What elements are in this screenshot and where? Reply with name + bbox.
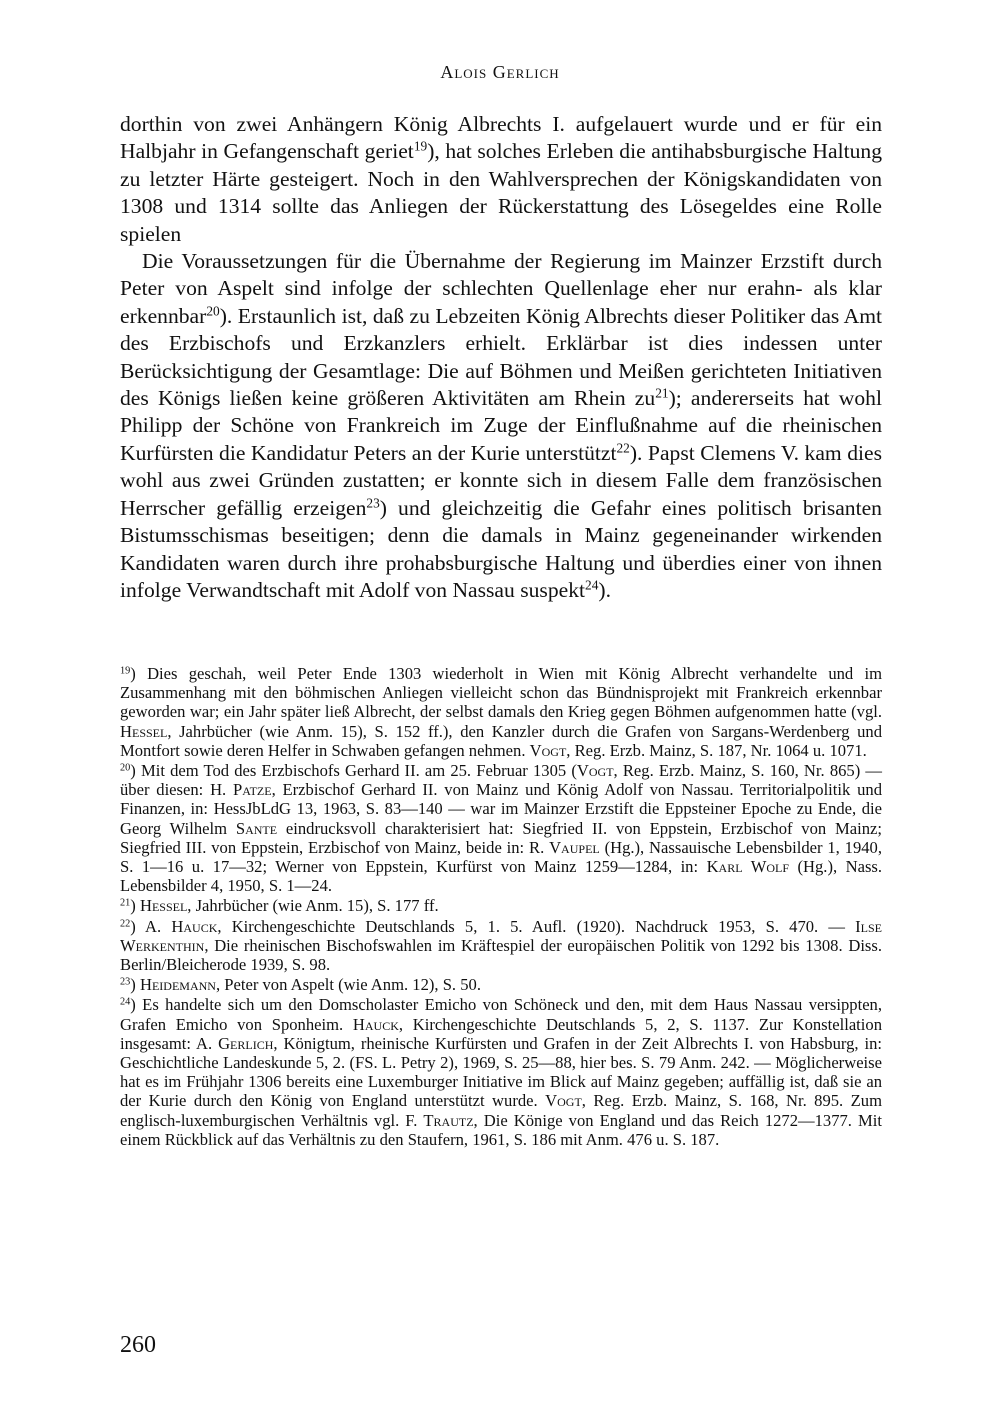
footnote-ref: 24	[585, 577, 599, 593]
text-run: ) und gleichzeitig die Gefahr eines politisch brisanten Bistumsschismas beseitigen; denn die damals in Mainz gegeneinander wirkenden Kandidaten waren durch ihre prohabsburgische Haltung und überdies einer von ihnen infolge Verwandtschaft mit Adolf von Nassau suspekt	[120, 495, 882, 602]
text-run: , Königtum, rheinische Kurfürsten und Grafen in der Zeit Albrechts I. von Habsburg, in: Geschichtliche Landeskunde 5, 2. (FS. L. Petry 2), 1969, S. 25—88, hier bes. S. 79 Anm. 242. — Möglicherweise hat es im Frühjahr 1306 bereits eine Luxemburger Initiative im Blick auf Mainz gegeben; auffällig ist, daß sie an der Kurie durch den König von England unterstützt wurde.	[120, 1033, 882, 1111]
footnote-ref: 21	[655, 385, 669, 401]
text-run: , Die Könige von England und das Reich 1272—1377. Mit einem Rückblick auf das Verhältnis zu den Staufern, 1961, S. 186 mit Anm. 476 u. S. 187.	[120, 1110, 882, 1149]
page-number: 260	[120, 1332, 156, 1358]
body-paragraph	[120, 111, 882, 248]
author-name: Sante	[235, 818, 278, 838]
text-run: ); andererseits hat wohl Philipp der Schöne von Frankreich im Zuge der Einflußnahme auf die rheinischen Kurfürsten die Kandidatur Peters an der Kurie unterstützt	[120, 386, 882, 465]
text-run: ) A.	[130, 916, 172, 936]
text-run: ). Erstaunlich ist, daß zu Lebzeiten König Albrechts dieser Politiker das Amt des Erzbischofs und Erzkanzlers erhielt. Erklärbar ist dies indessen unter Berücksichtigung der Gesamtlage: Die auf Böhmen und Meißen gerichteten Initiativen des Königs ließen keine größeren Aktivitäten am Rhein zu	[120, 303, 882, 411]
author-name: Hauck	[171, 916, 218, 936]
footnotes	[120, 664, 882, 1150]
text-run: , Kirchengeschichte Deutschlands 5, 1. 5. Aufl. (1920). Nachdruck 1953, S. 470. —	[217, 916, 856, 936]
text-run: ). Papst Clemens V. kam dies wohl aus zwei Gründen zustatten; er konnte sich in diesem Falle dem französischen Herrscher gefällig erzeigen	[120, 440, 882, 520]
text-run: ) Mit dem Tod des Erzbischofs Gerhard II. am 25. Februar 1305 (	[130, 761, 577, 781]
text-run: , Jahrbücher (wie Anm. 15), S. 152 ff.), den Kanzler durch die Grafen von Sargans-Werdenberg und Montfort sowie deren Helfer in Schwaben gefangen nehmen.	[120, 721, 882, 760]
footnote-ref: 20	[206, 303, 220, 319]
author-name: Trautz	[423, 1110, 474, 1130]
footnote-21	[120, 896, 882, 915]
body-paragraph	[120, 248, 882, 604]
footnote-20	[120, 761, 882, 895]
footnote-19	[120, 664, 882, 760]
author-name: Gerlich	[218, 1033, 274, 1053]
author-name: Vogt	[545, 1091, 582, 1111]
text-run: ) Dies geschah, weil Peter Ende 1303 wiederholt in Wien mit König Albrecht verhandelte und im Zusammenhang mit den böhmischen Anliegen vielleicht schon das Bündnisprojekt mit Frankreich erkennbar geworden war; ein Jahr später ließ Albrecht, der selbst damals den Krieg gegen Böhmen aufgenommen hatte (vgl.	[120, 664, 882, 722]
text-run: dorthin von zwei Anhängern König Albrechts I. aufgelauert wurde und er für ein Halbjahr in Gefangenschaft geriet	[120, 112, 882, 164]
author-name: Patze	[233, 780, 272, 800]
text-run: , Reg. Erzb. Mainz, S. 160, Nr. 865) — über diesen: H.	[120, 761, 883, 800]
text-run: eindrucksvoll charakterisiert hat: Siegfried II. von Eppstein, Erzbischof von Mainz; Siegfried III. von Eppstein, Erzbischof von Mainz, beide in: R.	[120, 818, 882, 857]
text-run: ) Es handelte sich um den Domscholaster Emicho von Schöneck und den, mit dem Haus Nassau versippten, Grafen Emicho von Sponheim.	[120, 995, 882, 1034]
author-name: Ilse Werkenthin	[120, 916, 882, 955]
author-name: Hessel	[120, 721, 168, 741]
text-run: , Peter von Aspelt (wie Anm. 12), S. 50.	[215, 975, 481, 995]
footnote-22	[120, 917, 882, 975]
author-name: Karl Wolf	[706, 857, 790, 877]
main-text	[120, 111, 882, 604]
text-run: ), hat solches Erleben die antihabsburgische Haltung zu letzter Härte gesteigert. Noch in den Wahlversprechen der Königskandidaten von 1308 und 1314 sollte das Anliegen der Rückerstattung des Lösegeldes eine Rolle spielen	[120, 139, 882, 246]
text-run: , Reg. Erzb. Mainz, S. 187, Nr. 1064 u. 1071.	[566, 740, 867, 760]
author-name: Vogt	[529, 740, 567, 760]
footnote-ref: 20	[120, 762, 131, 774]
footnote-ref: 22	[616, 440, 630, 456]
text-run: Die Voraussetzungen für die Übernahme der Regierung im Mainzer Erzstift durch Peter von Aspelt sind infolge der schlechten Quellenlage eher nur erahn- als klar erkennbar	[120, 249, 882, 328]
text-run: )	[130, 896, 140, 916]
footnote-23	[120, 975, 882, 994]
footnote-ref: 24	[120, 996, 131, 1008]
text-run: , Reg. Erzb. Mainz, S. 168, Nr. 895. Zum englisch-luxemburgischen Verhältnis vgl. F.	[120, 1091, 883, 1130]
text-run: (Hg.), Nass. Lebensbilder 4, 1950, S. 1—24.	[120, 857, 883, 896]
text-run: , Die rheinischen Bischofswahlen im Kräftespiel der europäischen Politik von 1292 bis 1308. Diss. Berlin/Bleicherode 1939, S. 98.	[120, 935, 882, 975]
footnote-ref: 23	[366, 495, 380, 511]
footnote-24	[120, 995, 882, 1149]
footnote-ref: 19	[120, 665, 131, 677]
text-run: (Hg.), Nassauische Lebensbilder 1, 1940, S. 1—16 u. 17—32; Werner von Eppstein, Kurfürst von Mainz 1259—1284, in:	[120, 837, 883, 877]
running-header: Alois Gerlich	[440, 62, 560, 82]
text-run: , Erzbischof Gerhard II. von Mainz und König Adolf von Nassau. Territorialpolitik und Finanzen, in: HessJbLdG 13, 1963, S. 83—140 — war im Mainzer Erzstift die Eppsteiner Epoche zu Ende, die Georg Wilhelm	[120, 780, 882, 838]
text-run: , Kirchengeschichte Deutschlands 5, 2, S. 1137. Zur Konstellation insgesamt: A.	[120, 1014, 882, 1053]
author-name: Vogt	[576, 761, 614, 781]
author-name: Hessel	[139, 896, 188, 916]
author-name: Hauck	[352, 1014, 399, 1034]
author-name: Vaupel	[549, 837, 600, 857]
footnote-ref: 23	[120, 976, 131, 988]
author-name: Heidemann	[139, 975, 216, 995]
footnote-ref: 21	[120, 897, 131, 909]
text-run: ).	[598, 577, 611, 602]
text-run: )	[130, 975, 140, 995]
footnote-ref: 22	[120, 917, 131, 929]
text-run: , Jahrbücher (wie Anm. 15), S. 177 ff.	[187, 896, 439, 916]
footnote-ref: 19	[413, 139, 428, 155]
